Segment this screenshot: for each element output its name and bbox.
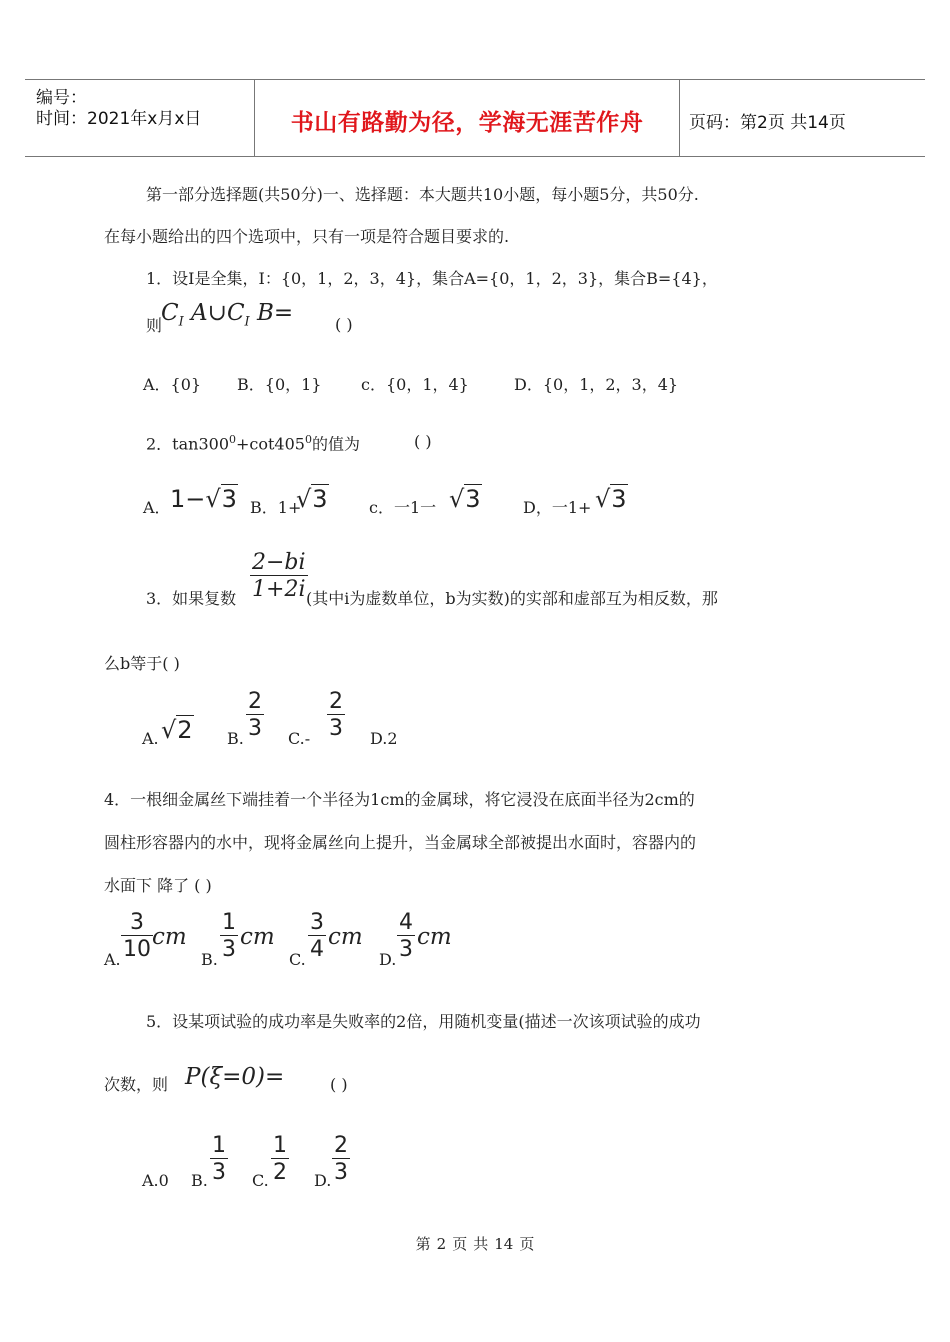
- footer-total-pages: 14: [494, 1235, 514, 1253]
- q2-option-b-math: √3: [296, 485, 328, 513]
- q3-opt-b-num: 2: [248, 689, 262, 714]
- page-info: 页码：第2页 共14页: [689, 113, 846, 133]
- q3-option-c-frac: [327, 690, 345, 740]
- q2-stem-a: 2．tan300: [146, 434, 229, 454]
- q4-opt-b-den: 3: [222, 937, 236, 963]
- q1-formula: $C_I$ $A\cup C_I$ B=: [161, 300, 294, 330]
- q4-option-a-frac: [121, 911, 153, 961]
- q5-opt-c-den: 2: [273, 1160, 287, 1186]
- q4-opt-a-bar: [121, 935, 153, 936]
- q3-frac-den: 1+2i: [252, 577, 306, 603]
- q4-line-3: 水面下 降了 ( ): [104, 876, 212, 895]
- q3-opt-c-num: 2: [329, 689, 343, 714]
- q5-option-d-label: D.: [314, 1171, 332, 1190]
- q3-option-a-label: A.: [142, 729, 159, 748]
- q4-opt-c-den: 4: [310, 937, 324, 963]
- q5-opt-b-num: 1: [212, 1133, 226, 1158]
- q4-opt-d-den: 3: [399, 937, 413, 963]
- q2-stem: [146, 434, 360, 452]
- q4-opt-d-num: 4: [399, 910, 413, 935]
- q1-option-d: D．{0，1，2，3，4}: [514, 375, 679, 394]
- q4-opt-a-num: 3: [130, 910, 144, 935]
- q4-option-d-frac: [397, 911, 415, 961]
- q2-paren: ( ): [414, 432, 432, 451]
- q5-opt-c-bar: [271, 1158, 289, 1159]
- q3-option-a-math: √2: [161, 716, 193, 744]
- q4-option-a-unit: cm: [152, 924, 187, 950]
- q4-option-b-label: B.: [201, 950, 218, 969]
- q1-option-a: A．{0}: [143, 375, 202, 394]
- q2-option-b-label: B．1+: [250, 498, 302, 517]
- q5-option-a: A.0: [142, 1171, 169, 1190]
- q1-stem: 1．设I是全集，I：{0，1，2，3，4}，集合A={0，1，2，3}，集合B={4}，: [146, 269, 718, 288]
- q5-option-c-frac: [271, 1134, 289, 1184]
- q3-option-b-frac: [246, 690, 264, 740]
- number-label: 编号：: [36, 88, 87, 108]
- q3-suffix: (其中i为虚数单位，b为实数)的实部和虚部互为相反数，那: [306, 589, 718, 608]
- q5-option-b-frac: [210, 1134, 228, 1184]
- q2-sup-b: 0: [304, 433, 312, 446]
- footer-word-ye: 页: [452, 1235, 468, 1253]
- q4-line-2: 圆柱形容器内的水中，现将金属丝向上提升，当金属球全部被提出水面时，容器内的: [104, 833, 697, 852]
- header-motto-cell: [255, 80, 680, 156]
- q4-opt-a-den: 10: [123, 937, 151, 963]
- q3-frac-bar: [250, 575, 308, 576]
- q3-option-c-label: C.-: [288, 729, 311, 748]
- q4-option-b-unit: cm: [240, 924, 275, 950]
- footer-page-number: 2: [436, 1235, 447, 1253]
- q3-option-d: D.2: [370, 729, 398, 748]
- q1-option-b: B．{0，1}: [237, 375, 322, 394]
- q3-fraction: [250, 551, 308, 601]
- q3-option-b-label: B.: [227, 729, 244, 748]
- q5-line-2-prefix: 次数，则: [104, 1075, 169, 1094]
- intro-line-2: 在每小题给出的四个选项中，只有一项是符合题目要求的.: [104, 227, 510, 246]
- page-footer: [0, 1233, 950, 1254]
- q2-option-c-math: √3: [449, 485, 481, 513]
- q4-opt-c-bar: [308, 935, 326, 936]
- q4-option-b-frac: [220, 911, 238, 961]
- q5-opt-b-den: 3: [212, 1160, 226, 1186]
- q4-option-d-label: D.: [379, 950, 397, 969]
- q5-opt-d-bar: [332, 1158, 350, 1159]
- q3-opt-b-den: 3: [248, 716, 262, 742]
- q4-opt-c-num: 3: [310, 910, 324, 935]
- q2-option-d-label: D，一1+: [523, 498, 592, 517]
- q2-stem-b: +cot405: [236, 434, 305, 454]
- q3-opt-c-den: 3: [329, 716, 343, 742]
- intro-line-1: 第一部分选择题(共50分)一、选择题：本大题共10小题，每小题5分，共50分.: [146, 185, 699, 204]
- q5-paren: ( ): [330, 1075, 348, 1094]
- time-label: 时间：2021年x月x日: [36, 109, 202, 129]
- footer-word-di: 第: [415, 1235, 431, 1253]
- q2-stem-c: 的值为: [311, 434, 360, 454]
- q5-opt-d-num: 2: [334, 1133, 348, 1158]
- q4-option-c-label: C.: [289, 950, 306, 969]
- motto: 书山有路勤为径，学海无涯苦作舟: [290, 110, 644, 136]
- q3-prefix: 3．如果复数: [146, 589, 237, 608]
- page-header: [25, 79, 925, 157]
- q2-option-c-label: c．一1一: [369, 498, 437, 517]
- q5-option-c-label: C.: [252, 1171, 269, 1190]
- q5-formula: P(ξ=0)=: [185, 1064, 285, 1090]
- header-info-cell: [25, 80, 255, 156]
- q4-line-1: 4．一根细金属丝下端挂着一个半径为1cm的金属球，将它浸没在底面半径为2cm的: [104, 790, 695, 809]
- q4-opt-d-bar: [397, 935, 415, 936]
- q5-option-b-label: B.: [191, 1171, 208, 1190]
- q4-opt-b-bar: [220, 935, 238, 936]
- q4-option-a-label: A.: [104, 950, 121, 969]
- q5-option-d-frac: [332, 1134, 350, 1184]
- q2-option-a-label: A．: [143, 498, 171, 517]
- footer-word-ye-2: 页: [519, 1235, 535, 1253]
- q5-opt-b-bar: [210, 1158, 228, 1159]
- q2-sup-a: 0: [229, 433, 236, 446]
- q1-paren: ( ): [335, 315, 353, 334]
- q1-option-c: c．{0，1，4}: [361, 375, 469, 394]
- q2-option-a-math: 1−√3: [170, 485, 237, 513]
- q4-opt-b-num: 1: [222, 910, 236, 935]
- q3-opt-c-bar: [327, 714, 345, 715]
- q5-line-1: 5．设某项试验的成功率是失败率的2倍，用随机变量(描述一次该项试验的成功: [146, 1012, 701, 1031]
- q3-frac-num: 2−bi: [252, 550, 306, 575]
- q4-option-d-unit: cm: [417, 924, 452, 950]
- q3-opt-b-bar: [246, 714, 264, 715]
- footer-word-gong: 共: [473, 1235, 489, 1253]
- q5-opt-d-den: 3: [334, 1160, 348, 1186]
- q1-prefix: 则: [146, 316, 163, 335]
- q5-opt-c-num: 1: [273, 1133, 287, 1158]
- q3-line-2: 么b等于( ): [104, 654, 180, 673]
- q2-option-d-math: √3: [595, 485, 627, 513]
- q4-option-c-frac: [308, 911, 326, 961]
- q4-option-c-unit: cm: [328, 924, 363, 950]
